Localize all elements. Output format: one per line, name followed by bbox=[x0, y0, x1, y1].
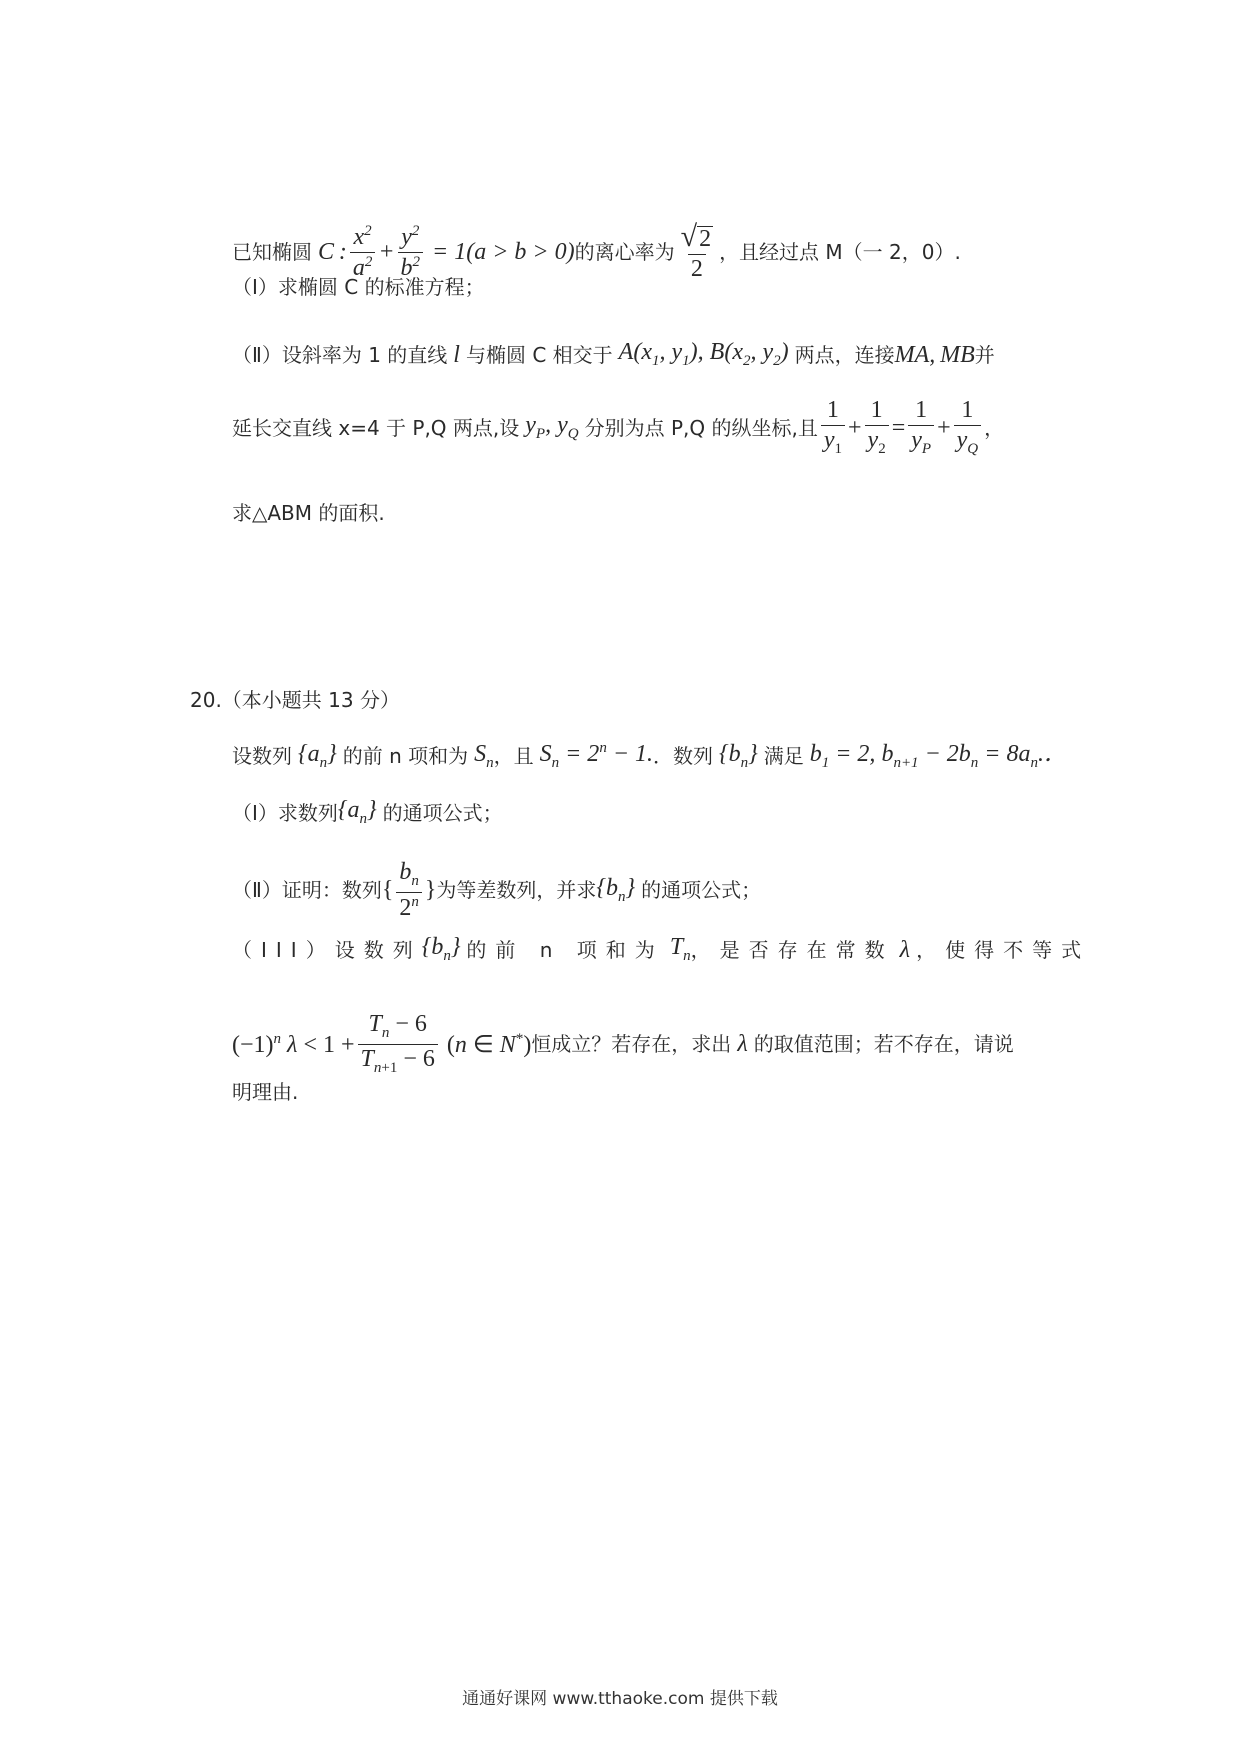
q20-part3-line3 bbox=[232, 1082, 298, 1102]
line-l: l bbox=[447, 341, 466, 368]
x2-over-a2: $\frac{x^2}{a^2}$ bbox=[350, 224, 376, 281]
sn-formula: $S_n = 2^n - 1$. bbox=[533, 740, 654, 771]
q20-part2-c: 的通项公式； bbox=[641, 878, 762, 903]
q20-part1-a: （I）求数列 bbox=[232, 800, 338, 825]
q19-part2-line2-end: ， bbox=[984, 415, 1005, 440]
q20-intro bbox=[232, 741, 1068, 771]
eccentricity-value: √ 2 2 bbox=[680, 220, 712, 283]
seq-bn: $\{b_n\}$ bbox=[719, 740, 758, 771]
inequality-lhs: $(-1)^n$ λ < 1 + bbox=[232, 1030, 355, 1058]
sum-tn: $T_n$ bbox=[663, 934, 691, 964]
q20-part3 bbox=[232, 935, 1090, 964]
q20-part3-line2 bbox=[232, 1012, 1014, 1077]
yp-yq: $y_P$, $y_Q$ bbox=[519, 412, 579, 443]
q19-part2-c: 两点，连接 bbox=[794, 342, 895, 367]
q19-part2-line3 bbox=[232, 503, 385, 523]
q19-part2-line2-a: 延长交直线 x=4 于 P,Q 两点,设 bbox=[232, 415, 520, 440]
q20-intro-a: 设数列 bbox=[232, 744, 292, 768]
q20-part3-line2-a: 恒成立？若存在，求出 bbox=[531, 1032, 732, 1057]
q20-part3-c: ，是否存在常数 bbox=[690, 937, 894, 962]
q19-part2-b: 与椭圆 C 相交于 bbox=[465, 342, 613, 367]
q20-part3-a: （III）设数列 bbox=[232, 937, 422, 962]
lambda-2: λ bbox=[731, 1031, 754, 1058]
frac-1-y2: $\frac{1}{y_2}$ bbox=[865, 398, 889, 458]
q20-intro-c: ，且 bbox=[493, 744, 534, 768]
ellipse-equation: C : $\frac{x^2}{a^2}$ + $\frac{y^2}{b^2}$ = 1( a > b > 0) bbox=[312, 222, 575, 281]
seq-bn-3: $\{b_n\}$ bbox=[421, 934, 461, 964]
q19-intro-suffix: ，且经过点 M（一 2，0）. bbox=[719, 240, 961, 265]
seq-bn-2: $\{b_n\}$ bbox=[596, 874, 636, 905]
q20-part3-line2-b: 的取值范围；若不存在，请说 bbox=[753, 1032, 1014, 1057]
q19-part1-text: （I）求椭圆 C 的标准方程； bbox=[232, 275, 485, 299]
q20-part2: （Ⅱ）证明：数列 { $\frac{b_n}{2^n}$ } 为等差数列，并求 $\{b_n\}$ 的通项公式； bbox=[232, 859, 762, 921]
frac-1-yp: $\frac{1}{y_P}$ bbox=[908, 398, 934, 458]
q20-intro-d: ．数列 bbox=[653, 744, 714, 768]
q19-intro-prefix: 已知椭圆 bbox=[232, 240, 312, 265]
q20-intro-b: 的前 n 项和为 bbox=[342, 744, 469, 768]
q20-part2-a: （Ⅱ）证明：数列 bbox=[232, 878, 382, 903]
lambda: λ bbox=[893, 936, 917, 963]
q20-part1 bbox=[232, 798, 503, 827]
q20-part1-b: 的通项公式； bbox=[382, 800, 503, 825]
q20-part2-b: 为等差数列，并求 bbox=[436, 878, 597, 903]
frac-tn: $\frac{T_n - 6}{T_{n+1} - 6}$ bbox=[358, 1012, 438, 1077]
seq-an-2: $\{a_n\}$ bbox=[337, 797, 377, 827]
q19-part2-a: （Ⅱ）设斜率为 1 的直线 bbox=[232, 342, 448, 367]
q19-part2-d: 并 bbox=[974, 342, 995, 367]
q19-part2-line2: 延长交直线 x=4 于 P,Q 两点,设 $y_P$, $y_Q$ 分别为点 P,Q 的纵坐标,且 $\frac{1}{y_1}$ + $\frac{1}{y_2}$ = $\frac{1}{y_P}$ + $\frac{1}{y_Q}$ ， bbox=[232, 397, 1005, 458]
bn-recurrence: $b_1 = 2$, $b_{n+1} - 2b_n = 8a_n$.． bbox=[803, 740, 1068, 771]
segments-ma-mb: MA, MB bbox=[894, 341, 975, 368]
n-in-nstar: (n ∈ N*) bbox=[440, 1030, 532, 1058]
q19-part2-line3-text: 求△ABM 的面积. bbox=[232, 501, 385, 525]
q19-intro-mid: 的离心率为 bbox=[574, 240, 675, 265]
q19-part1 bbox=[232, 277, 485, 297]
q19-part2-line2-b: 分别为点 P,Q 的纵坐标,且 bbox=[584, 415, 818, 440]
q20-part3-line3-text: 明理由. bbox=[232, 1080, 299, 1104]
q20-heading-text: 20.（本小题共 13 分） bbox=[190, 688, 400, 712]
page-footer: 通通好课网 www.tthaoke.com 提供下载 bbox=[462, 1689, 778, 1709]
frac-1-y1: $\frac{1}{y_1}$ bbox=[821, 398, 845, 458]
q19-intro bbox=[232, 222, 961, 282]
sum-sn: $S_n$ bbox=[468, 740, 494, 771]
q20-part3-d: ，使得不等式 bbox=[916, 937, 1091, 962]
frac-bn-2n: $\frac{b_n}{2^n}$ bbox=[396, 860, 422, 921]
points-ab: $A(x_1$, $y_1$), $B(x_2$, $y_2$) bbox=[612, 339, 789, 369]
seq-an: $\{a_n\}$ bbox=[298, 740, 337, 771]
q20-intro-e: 满足 bbox=[763, 744, 804, 768]
q20-part3-b: 的前 n 项和为 bbox=[466, 937, 664, 962]
frac-1-yq: $\frac{1}{y_Q}$ bbox=[954, 398, 982, 458]
y2-over-b2: $\frac{y^2}{b^2}$ bbox=[398, 224, 424, 281]
q19-part2 bbox=[232, 340, 995, 369]
q20-heading bbox=[190, 690, 400, 710]
